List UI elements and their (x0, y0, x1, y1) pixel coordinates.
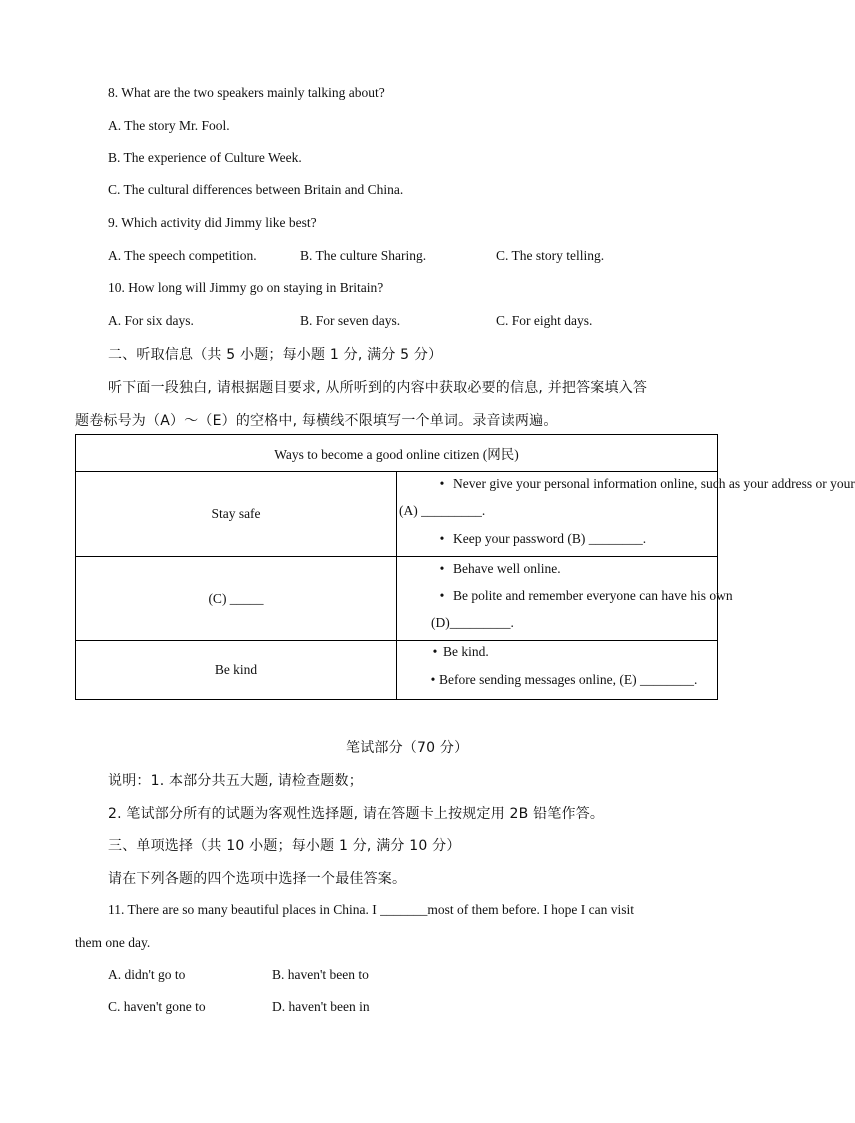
question-11-option-b: B. haven't been to (272, 967, 369, 982)
question-10-option-c: C. For eight days. (496, 313, 593, 328)
question-8-option-c: C. The cultural differences between Britain and China. (108, 182, 404, 197)
row-1-line-1: Never give your personal information online, such as your address or your (453, 476, 855, 491)
question-10-option-b: B. For seven days. (300, 313, 401, 328)
section-3-instruction: 请在下列各题的四个选项中选择一个最佳答案。 (108, 871, 407, 887)
written-part-title: 笔试部分（70 分） (346, 740, 469, 756)
question-11-stem-continued: them one day. (75, 935, 151, 950)
blank-a: (A) _________. (399, 503, 486, 518)
section-3-heading: 三、单项选择（共 10 小题；每小题 1 分, 满分 10 分） (108, 838, 461, 854)
row-content-behave (397, 557, 733, 641)
row-3-line-1: Be kind. (443, 644, 489, 659)
table-title: Ways to become a good online citizen (网民) (76, 435, 718, 472)
question-9-option-c: C. The story telling. (496, 248, 605, 263)
bullet: • (439, 588, 445, 603)
section-2-instruction-line-2: 题卷标号为（A）～（E）的空格中, 每横线不限填写一个单词。录音读两遍。 (75, 413, 558, 429)
question-8-option-a: A. The story Mr. Fool. (108, 118, 230, 133)
bullet: • (432, 644, 438, 659)
written-note-1: 说明：1. 本部分共五大题, 请检查题数； (108, 773, 363, 789)
row-content-stay-safe (397, 472, 855, 557)
bullet: • (430, 672, 436, 687)
question-9-option-b: B. The culture Sharing. (300, 248, 427, 263)
bullet: • (439, 531, 445, 546)
question-8-option-b: B. The experience of Culture Week. (108, 150, 302, 165)
bullet: • (439, 476, 445, 491)
question-9-stem: 9. Which activity did Jimmy like best? (108, 215, 317, 230)
row-1-line-3: Keep your password (B) ________. (453, 531, 647, 546)
listening-info-table (75, 434, 855, 700)
section-2-instruction-line-1: 听下面一段独白, 请根据题目要求, 从所听到的内容中获取必要的信息, 并把答案填入答 (108, 380, 648, 396)
row-2-line-2: Be polite and remember everyone can have his own (453, 588, 733, 603)
question-11-option-a: A. didn't go to (108, 967, 186, 982)
question-10-stem: 10. How long will Jimmy go on staying in Britain? (108, 280, 384, 295)
question-11-option-d: D. haven't been in (272, 999, 370, 1014)
question-11-option-c: C. haven't gone to (108, 999, 206, 1014)
row-3-line-2: Before sending messages online, (E) ________. (439, 672, 698, 687)
bullet: • (439, 561, 445, 576)
question-8-stem: 8. What are the two speakers mainly talking about? (108, 85, 385, 100)
blank-d: (D)_________. (431, 615, 514, 630)
row-label-stay-safe: Stay safe (76, 472, 397, 557)
question-10-option-a: A. For six days. (108, 313, 194, 328)
question-9-option-a: A. The speech competition. (108, 248, 257, 263)
row-label-be-kind: Be kind (76, 641, 397, 700)
row-content-be-kind (397, 641, 718, 700)
row-label-blank-c: (C) _____ (76, 557, 397, 641)
written-note-2: 2. 笔试部分所有的试题为客观性选择题, 请在答题卡上按规定用 2B 铅笔作答。 (108, 806, 605, 822)
question-11-stem: 11. There are so many beautiful places in China. I _______most of them before. I hope I can visit (108, 902, 634, 917)
row-2-line-1: Behave well online. (453, 561, 561, 576)
section-2-heading: 二、听取信息（共 5 小题；每小题 1 分, 满分 5 分） (108, 347, 443, 363)
